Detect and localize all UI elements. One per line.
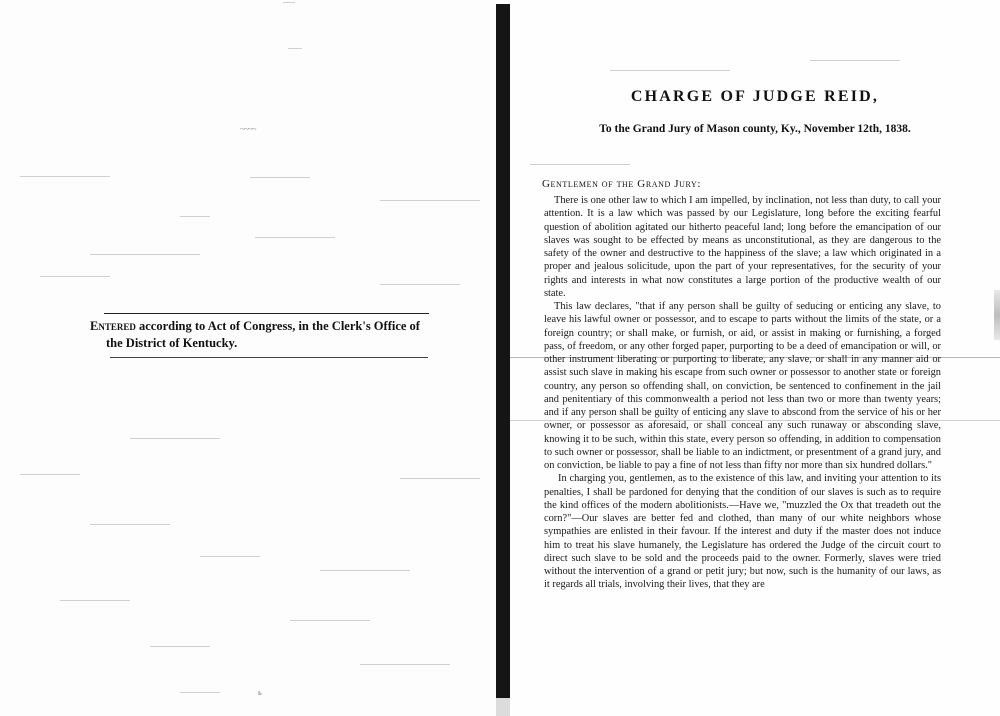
scan-artifact [200,556,260,557]
scan-artifact [60,600,130,601]
scan-artifact [20,474,80,475]
scan-artifact [290,620,370,621]
left-page [0,0,496,716]
scan-artifact [380,284,460,285]
scan-artifact [380,200,480,201]
scan-artifact [130,438,220,439]
paragraph: This law declares, "that if any person shall be guilty of seducing or enticing any slave, to leave his lawful owner or possessor, and to escape to parts without the limits of the state, or a foreign country; or shall make, or furnish, or aid, or assist in making or furnishing, a forged pass, of freedom, or any other forged paper, purporting to be a deed of emancipation or will, or other instrument liberating or purporting to liberate, any slave, or shall in any manner aid or assist such slave in making his escape from such owner or possessor to another state or foreign country, any person so offending shall, on conviction, be sentenced to confinement in the jail and penitentiary of this commonwealth a period not less than two or more than twenty years; and if any person shall be guilty of enticing any slave to abscond from the service of his or her owner, or possessor as aforesaid, or shall conceal any such runaway or absconding slave, knowing it to be such, within this state, every person so offending, in addition to compensation to such owner or possessor, shall be liable to an indictment, or presentment of a grand jury, and on conviction, be liable to pay a fine of not less than fifty nor more than six hundred dollars." [544,301,941,471]
body-text [544,194,941,592]
paragraph: In charging you, gentlemen, as to the existence of this law, and inviting your attention to its penalties, I shall be pardoned for denying that the condition of our slaves is such as to require the kind offices of the modern abolitionists.—Have we, "muzzled the Ox that treadeth out the corn?"—Our slaves are better fed and clothed, than many of our white neighbors whose sympathies are enlisted in their favour. If the interest and duty if the master does not induce him to treat his slave humanely, the Legislature has ordered the Judge of the circuit court to direct such slave to be sold and the proceeds paid to the owner. Formerly, slaves were tried without the intervention of a grand or petit jury; but now, such is the humanity of our laws, as it regards all trials, involving their lives, that they are [544,473,941,591]
document-subtitle: To the Grand Jury of Mason county, Ky., November 12th, 1838. [599,123,911,135]
scan-artifact [400,478,480,479]
ornament-mark: ~~~~ [240,124,256,134]
page-edge-shadow [994,290,1000,340]
scan-artifact [150,646,210,647]
book-gutter-edge [496,698,510,716]
scan-artifact [530,164,630,165]
copyright-bottom-rule [110,357,428,358]
scan-artifact [90,524,170,525]
scan-artifact [180,692,220,693]
paragraph: There is one other law to which I am impelled, by inclination, not less than duty, to call your attention. It is a law which was passed by our Legislature, long before the exciting fearful question of abolition agitated our hitherto peaceful land; long before the emancipation of our slaves was sought to be effected by means as unconstitutional, as they are dangerous to the safety of the owner and destructive to the happiness of the slave; a law which originated in a proper and jealous solicitude, upon the part of your representatives, for the security of your rights and interests in what now constitutes a large portion of the productive wealth of our state. [544,195,941,299]
scan-artifact [40,276,110,277]
scan-artifact [255,237,335,238]
scan-artifact [250,177,310,178]
copyright-line-1 [90,318,490,335]
scan-artifact [20,176,110,177]
scan-artifact [320,570,410,571]
scan-artifact [90,254,200,255]
scan-artifact [610,70,730,71]
book-gutter [496,4,510,698]
scan-artifact [283,2,295,3]
salutation: Gentlemen of the Grand Jury: [542,178,702,190]
copyright-line-2: the District of Kentucky. [106,336,238,350]
scan-artifact [360,664,450,665]
scan-artifact [810,60,900,61]
page-mark: ь [258,688,262,697]
copyright-line-1-text: according to Act of Congress, in the Clerk's Office of [135,319,420,333]
scan-artifact [180,216,210,217]
scan-artifact [288,48,302,49]
copyright-notice [90,318,490,352]
document-title: CHARGE OF JUDGE REID, [630,88,880,105]
copyright-top-rule [104,313,429,314]
copyright-lead-word: Entered [90,319,136,333]
